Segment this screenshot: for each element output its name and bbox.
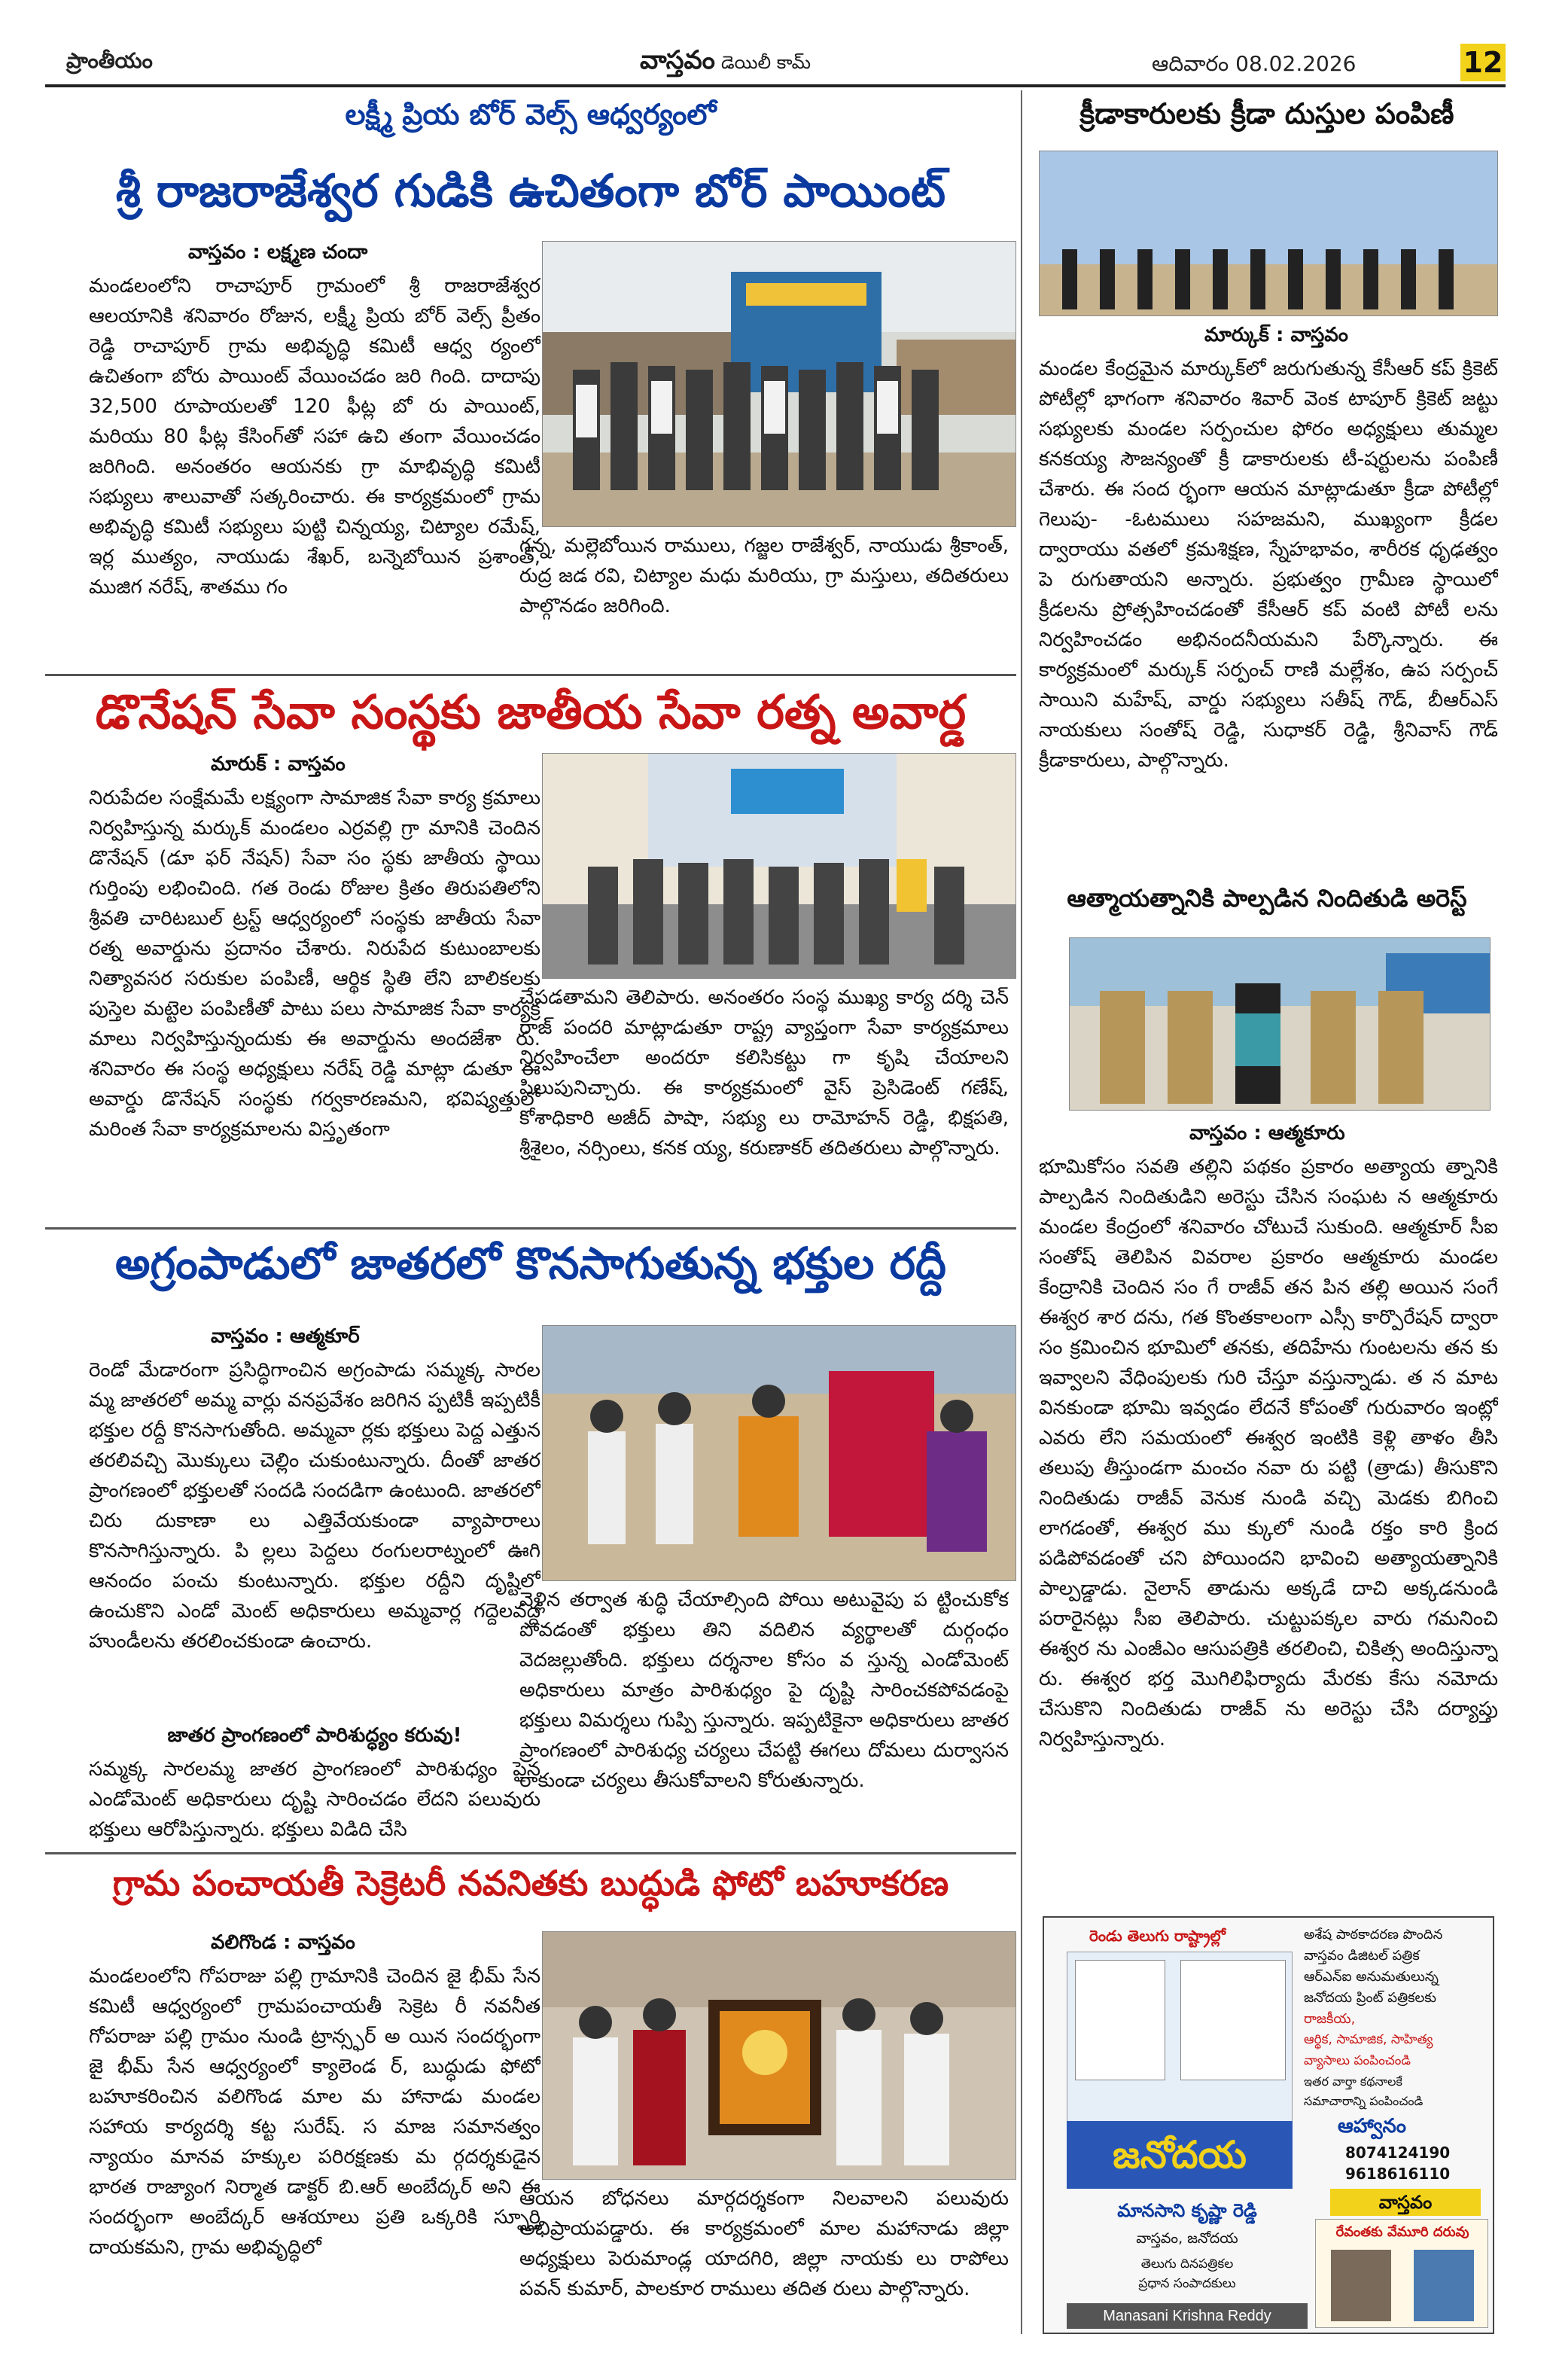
story2-body: నిరుపేదల సంక్షేమమే లక్ష్యంగా సామాజిక సేవా కార్య క్రమాలు నిర్వహిస్తున్న మర్కుక్ మండలం ఎర్రవల్లి గ్రా మానికి చెందిన డొనేషన్ (డూ ఫర్ నేషన్) సేవా సం స్థకు జాతీయ స్థాయి గుర్తింపు లభించింది. గత రెండు రోజుల క్రితం తిరుపతిలోని శ్రీవతి చారిటబుల్ ట్రస్ట్ ఆధ్వర్యంలో సంస్థకు జాతీయ సేవా రత్న అవార్డును ప్రదానం చేశారు. నిరుపేద కుటుంబాలకు నిత్యావసర సరుకుల పంపిణీ, ఆర్థిక స్థితి లేని బాలికలకు పుస్తెల మట్టెల పంపిణీతో పాటు పలు సామాజిక సేవా కార్యక్ర మాలు నిర్వహిస్తున్నందుకు ఈ అవార్డును అందజేశా రు. శనివారం ఈ సంస్థ అధ్యక్షులు నరేష్ రెడ్డి మాట్లా డుతూ ఈ అవార్డు డొనేషన్ సంస్థకు గర్వకారణమని, భవిష్యత్తులో మరింత సేవా కార్యక్రమాలను విస్తృతంగా — [89, 787, 540, 1141]
story6-byline: వాస్తవం : ఆత్మకూరు — [1189, 1122, 1345, 1144]
ad-line2: అశేష పాఠకాదరణ పొందిన — [1304, 1927, 1443, 1943]
ad-line4: ఆర్ఎన్ఐ అనుమతులున్న — [1304, 1969, 1439, 1985]
story3-byline: వాస్తవం : ఆత్మకూర్ — [211, 1325, 360, 1348]
issue-date: ఆదివారం 08.02.2026 — [1152, 51, 1357, 76]
ad-line8: వ్యాసాలు పంపించండి — [1304, 2053, 1411, 2068]
ad-magazine-covers — [1067, 1952, 1293, 2125]
story3-body: రెండో మేడారంగా ప్రసిద్ధిగాంచిన అగ్రంపాడు సమ్మక్క సారల మ్మ జాతరలో అమ్మ వార్లు వనప్రవేశం జరిగిన ప్పటికీ ఇప్పటికీ భక్తుల రద్దీ కొనసాగుతోంది. అమ్మవా ర్లకు భక్తులు పెద్ద ఎత్తున తరలివచ్చి మొక్కులు చెల్లిం చుకుంటున్నారు. దీంతో జాతర ప్రాంగణంలో భక్తులతో సందడి సందడిగా ఉంటుంది. జాతరలో చిరు దుకాణా లు ఎత్తివేయకుండా వ్యాపారాలు కొనసాగిస్తున్నారు. పి ల్లలు పెద్దలు రంగులరాట్నంలో ఊగి ఆనందం పంచు కుంటున్నారు. భక్తుల రద్దీని దృష్టిలో ఉంచుకొని ఎండో మెంట్ అధికారులు అమ్మవార్ల గద్దెలవద్ద హుండీలను తరలించకుండా ఉంచారు. — [89, 1359, 540, 1653]
story1-body-cont: గన్న, మల్లెబోయిన రాములు, గజ్జల రాజేశ్వర్, నాయుడు శ్రీకాంత్, రుద్ర జడ రవి, చిట్యాల మధు మరియు, గ్రా మస్తులు, తదితరులు పాల్గొనడం జరిగింది. — [519, 535, 1009, 617]
masthead — [45, 44, 1506, 83]
ad-editor-role2: తెలుగు దినపత్రికల — [1140, 2257, 1234, 2272]
story4-photo — [542, 1931, 1016, 2180]
ad-side-panel — [1315, 2219, 1488, 2328]
ad-editor-role3: ప్రధాన సంపాదకులు — [1138, 2276, 1236, 2291]
ad-line9: ఇతర వార్తా కథనాలకే — [1304, 2074, 1402, 2089]
story5-body: మండల కేంద్రమైన మార్కుక్‌లో జరుగుతున్న కేసీఆర్ కప్ క్రికెట్ పోటీల్లో భాగంగా శనివారం శివార్ వెంక టాపూర్ క్రికెట్ జట్టు సభ్యులకు మండల సర్పంచుల ఫోరం అధ్యక్షులు తుమ్మల కనకయ్య సౌజన్యంతో క్రీ డాకారులకు టీ-షర్టులను పంపిణీ చేశారు. ఈ సంద ర్భంగా ఆయన మాట్లాడుతూ క్రీడా పోటీల్లో గెలుపు- -ఓటములు సహజమని, ముఖ్యంగా క్రీడల ద్వారాయు వతలో క్రమశిక్షణ, స్నేహభావం, శారీరక ధృఢత్వం పె రుగుతాయని అన్నారు. ప్రభుత్వం గ్రామీణ స్థాయిలో క్రీడలను ప్రోత్సహించడంతో కేసీఆర్ కప్ వంటి పోటీ లను నిర్వహించడం అభినందనీయమని పేర్కొన్నారు. ఈ కార్యక్రమంలో మర్కుక్ సర్పంచ్ రాణి మల్లేశం, ఉప సర్పంచ్ సాయిని మహేష్, వార్డు సభ్యులు సతీష్ గౌడ్, బీఆర్ఎస్ నాయకులు సంతోష్ రెడ్డి, సుధాకర్ రెడ్డి, శ్రీనివాస్ గౌడ్ క్రీడాకారులు, పాల్గొన్నారు. — [1039, 358, 1498, 772]
story3-body-sub: సమ్మక్క సారలమ్మ జాతర ప్రాంగణంలో పారిశుధ్యం పైన ఎండోమెంట్ అధికారులు దృష్టి సారించడం లేదని పలువురు భక్తులు ఆరోపిస్తున్నారు. భక్తులు విడిది చేసి — [89, 1758, 540, 1841]
ad-editor-name: మానసాని కృష్ణా రెడ్డి — [1117, 2200, 1257, 2221]
column-divider — [1021, 90, 1022, 2334]
story-divider-2 — [45, 1227, 1016, 1230]
ad-invite: ఆహ్వానం — [1338, 2115, 1406, 2138]
ad-line7: ఆర్థిక, సామాజిక, సాహిత్య — [1304, 2032, 1433, 2047]
story5-byline: మార్కుక్ : వాస్తవం — [1204, 324, 1348, 346]
story5-photo — [1039, 151, 1498, 316]
ad-portrait-image-2 — [1414, 2250, 1474, 2321]
story-divider-3 — [45, 1852, 1016, 1854]
story1-photo — [542, 241, 1016, 527]
story1-kicker: లక్ష్మీ ప్రియ బోర్ వెల్స్ ఆధ్వర్యంలో — [345, 98, 717, 131]
story4-body: మండలంలోని గోపరాజు పల్లి గ్రామానికి చెందిన జై భీమ్ సేన కమిటీ ఆధ్వర్యంలో గ్రామపంచాయతీ సెక్రెట రీ నవనీత గోపరాజు పల్లి గ్రామం నుండి ట్రాన్స్ఫర్ అ యిన సందర్భంగా జై భీమ్ సేన ఆధ్వర్యంలో క్యాలెండ ర్, బుద్ధుడు ఫోటో బహూకరించిన వలిగొండ మాల మ హానాడు మండల సహాయ కార్యదర్శి కట్ట సురేష్. స మాజ సమానత్వం న్యాయం మానవ హక్కుల పరిరక్షణకు మ ర్గదర్శకుడైన భారత రాజ్యాంగ నిర్మాత డాక్టర్ బి.ఆర్ అంబేద్కర్ అని ఈ సందర్భంగా అంబేద్కర్ ఆశయాలు ప్రతి ఒక్కరికి స్ఫూర్తి దాయకమని, గ్రామ అభివృద్ధిలో — [89, 1965, 540, 2259]
story1-headline: శ్రీ రాజరాజేశ్వర గుడికి ఉచితంగా బోర్ పాయింట్ — [115, 165, 946, 218]
story2-headline: డొనేషన్ సేవా సంస్థకు జాతీయ సేవా రత్న అవార్డ — [95, 684, 967, 739]
story5-headline: క్రీడాకారులకు క్రీడా దుస్తుల పంపిణీ — [1079, 97, 1454, 130]
story6-photo — [1069, 937, 1491, 1111]
story2-body-cont: చేపడతామని తెలిపారు. అనంతరం సంస్థ ముఖ్య కార్య దర్శి చెన్ రాజ్ పందరి మాట్లాడుతూ రాష్ట్ర వ్యాప్తంగా సేవా కార్యక్రమాలు నిర్వహించేలా అందరూ కలిసికట్టు గా కృషి చేయాలని పిలుపునిచ్చారు. ఈ కార్యక్రమంలో వైస్ ప్రెసిడెంట్ గణేష్, కోశాధికారి అజీద్ పాషా, సభ్యు లు రామోహన్ రెడ్డి, భిక్షపతి, శ్రీశైలం, నర్సింలు, కనక య్య, కరుణాకర్ తదితరులు పాల్గొన్నారు. — [519, 986, 1009, 1160]
ad-editor-role1: వాస్తవం, జనోదయ — [1136, 2230, 1238, 2247]
ad-phone1: 8074124190 — [1345, 2144, 1451, 2162]
page-number: 12 — [1460, 44, 1506, 81]
donation-group-photo — [543, 754, 1016, 979]
story-divider-1 — [45, 674, 1016, 676]
story4-headline: గ్రామ పంచాయతీ సెక్రెటరీ నవనితకు బుద్ధుడి ఫోటో బహూకరణ — [112, 1863, 949, 1903]
ad-caption: Manasani Krishna Reddy — [1067, 2303, 1308, 2329]
ad-line3: వాస్తవం డిజిటల్ పత్రిక — [1304, 1948, 1420, 1964]
ad-brand-logo: జనోదయ — [1067, 2121, 1293, 2189]
story2-photo — [542, 753, 1016, 979]
story3-headline: అగ్రంపాడులో జాతరలో కొనసాగుతున్న భక్తుల రద్దీ — [115, 1238, 946, 1289]
story3-subhead: జాతర ప్రాంగణంలో పారిశుద్ధ్యం కరువు! — [167, 1724, 462, 1747]
story3-body-cont: వెళ్లిన తర్వాత శుద్ధి చేయాల్సింది పోయి అటువైపు ప ట్టించుకోక పోవడంతో భక్తులు తిని వదిలిన వ్యర్థాలతో దుర్గంధం వెదజల్లుతోంది. భక్తులు దర్శనాల కోసం వ స్తున్న ఎండోమెంట్ అధికారులు మాత్రం పారిశుధ్యం పై దృష్టి సారించకపోవడంపై భక్తులు విమర్శలు గుప్పి స్తున్నారు. ఇప్పటికైనా అధికారులు జాతర ప్రాంగణంలో పారిశుధ్య చర్యలు చేపట్టి ఈగలు దోమలు దుర్వాసన రాకుండా చర్యలు తీసుకోవాలని కోరుతున్నారు. — [519, 1589, 1009, 1792]
ad-line1: రెండు తెలుగు రాష్ట్రాల్లో — [1089, 1927, 1226, 1945]
story2-byline: మారుక్ : వాస్తవం — [211, 753, 346, 776]
cricket-team-photo — [1040, 151, 1498, 316]
ad-line6: రాజకీయ, — [1304, 2011, 1356, 2027]
story4-byline: వలిగొండ : వాస్తవం — [211, 1931, 355, 1954]
janodaya-advertisement — [1043, 1916, 1494, 2334]
police-arrest-photo — [1070, 938, 1491, 1111]
story6-headline: ఆత్మాయత్నానికి పాల్పడిన నిందితుడి అరెస్ట్ — [1067, 884, 1467, 913]
story1-body: మండలంలోని రాచాపూర్ గ్రామంలో శ్రీ రాజరాజేశ్వర ఆలయానికి శనివారం రోజున, లక్ష్మీ ప్రియ బోర్ వెల్స్ ప్రీతం రెడ్డి రాచాపూర్ గ్రామ అభివృద్ధి కమిటీ ఆధ్వ ర్యంలో ఉచితంగా బోరు పాయింట్ వేయించడం జరి గింది. దాదాపు 32,500 రూపాయలతో 120 ఫీట్ల బో రు పాయింట్, మరియు 80 ఫీట్ల కేసింగ్‌తో సహా ఉచి తంగా వేయించడం జరిగింది. అనంతరం ఆయనకు గ్రా మాభివృద్ధి కమిటీ సభ్యులు శాలువాతో సత్కరించారు. ఈ కార్యక్రమంలో గ్రామ అభివృద్ధి కమిటీ సభ్యులు పుట్టి చిన్నయ్య, చిట్యాల రమేష్, ఇర్ల ముత్యం, నాయుడు శేఖర్, బన్నెబోయిన ప్రశాంత్, ముజిగ నరేష్, శాతము గం — [89, 275, 540, 599]
section-label: ప్రాంతీయం — [66, 48, 153, 73]
ad-line10: సమాచారాన్ని పంపించండి — [1304, 2094, 1424, 2108]
ad-brand2: వాస్తవం — [1330, 2189, 1481, 2216]
story4-body-cont: ఆయన బోధనలు మార్గదర్శకంగా నిలవాలని పలువురు అభిప్రాయపడ్డారు. ఈ కార్యక్రమంలో మాల మహానాడు జిల్లా అధ్యక్షులు పెరుమాండ్ల యాదగిరి, జిల్లా నాయకు లు రాపోలు పవన్ కుమార్, పాలకూర రాములు తదిత రులు పాల్గొన్నారు. — [519, 2187, 1009, 2300]
paper-name: వాస్తవం — [640, 45, 715, 75]
jatara-devotees-photo — [543, 1326, 1016, 1581]
paper-sub: డెయిలీ‌ కామ్ — [720, 52, 811, 73]
story1-byline: వాస్తవం : లక్ష్మణ చందా — [188, 241, 368, 264]
buddha-photo-presentation — [543, 1932, 1016, 2180]
ad-side-title: రేవంతకు వేమూరి దరువు — [1335, 2224, 1469, 2240]
story6-body: భూమికోసం సవతి తల్లిని పథకం ప్రకారం అత్యాయ త్నానికి పాల్పడిన నిందితుడిని అరెస్టు చేసిన సంఘట న ఆత్మకూరు మండల కేంద్రంలో శనివారం చోటుచే సుకుంది. ఆత్మకూర్ సీఐ సంతోష్ తెలిపిన వివరాల ప్రకారం ఆత్మకూరు మండల కేంద్రానికి చెందిన సం గే రాజీవ్ తన పిన తల్లి అయిన సంగే ఈశ్వర శార దను, గత కొంతకాలంగా ఎస్సీ కార్పొరేషన్ ద్వారా సం క్రమించిన భూమిలో తనకు, తదిహేను గుంటలను తన కు ఇవ్వాలని వేధింపులకు గురి చేస్తూ వస్తున్నాడు. త న మాట వినకుండా భూమి ఇవ్వడం లేదనే కోపంతో గురువారం ఇంట్లో ఎవరు లేని సమయంలో ఈశ్వర ఇంటికి కెళ్లి తాళం తీసి తలుపు తీస్తుండగా మంచం నవా రు పట్టి (త్రాడు) తీసుకొని నిందితుడు రాజీవ్ వెనుక నుండి వచ్చి మెడకు బిగించి లాగడంతో, ఈశ్వర ము క్కులో నుండి రక్తం కారి క్రింద పడిపోవడంతో చని పోయిందని భావించి అత్యాయత్నానికి పాల్పడ్డాడు. నైలాన్ తాడును అక్కడే దాచి అక్కడనుండి పరారైనట్లు సీఐ తెలిపారు. చుట్టుపక్కల వారు గమనించి ఈశ్వర ను ఎంజీఎం ఆసుపత్రికి తరలించి, చికిత్స అందిస్తున్నా రు. ఈశ్వర భర్త మొగిలిఫిర్యాదు మేరకు కేసు నమోదు చేసుకొని నిందితుడు రాజీవ్ ను అరెస్టు చేసి దర్యాప్తు నిర్వహిస్తున్నారు. — [1039, 1156, 1498, 1751]
ad-portrait-image — [1331, 2250, 1391, 2321]
borewell-group-photo — [543, 242, 1016, 527]
ad-line5: జనోదయ ప్రింట్ పత్రికలకు — [1304, 1990, 1436, 2006]
masthead-rule — [45, 84, 1506, 87]
story3-photo — [542, 1325, 1016, 1581]
newspaper-title — [640, 45, 811, 81]
ad-phone2: 9618616110 — [1345, 2165, 1451, 2183]
